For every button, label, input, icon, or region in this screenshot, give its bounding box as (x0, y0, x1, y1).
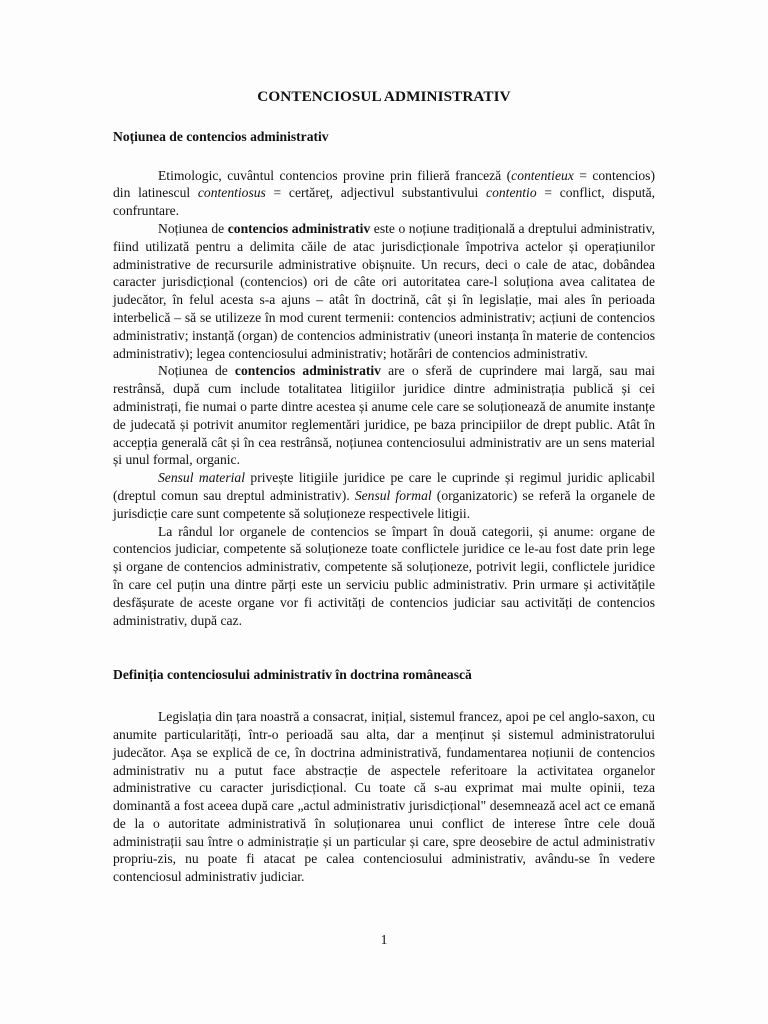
italic-term: Sensul material (158, 470, 245, 486)
text-run: La rândul lor organele de contencios se împart în două categorii, și anume: organe de contencios judiciar, competente să soluționeze toate conflictele juridice ce le-au fost date prin lege și organe de contencios administrativ, competente să soluționeze, potrivit legii, conflictele juridice în care cel puțin una dintre părți este un serviciu public administrativ. Prin urmare și activitățile desfășurate de aceste organe vor fi activități de contencios judiciar sau activități de contencios administrativ, după caz. (113, 523, 655, 628)
paragraph (113, 708, 655, 886)
page-number: 1 (380, 932, 388, 947)
text-run: Noțiunea de (158, 220, 228, 236)
document-title: CONTENCIOSUL ADMINISTRATIV (257, 88, 511, 105)
paragraph (113, 362, 655, 469)
text-run: Noțiunea de (158, 363, 235, 379)
bold-term: contencios administrativ (234, 363, 381, 379)
paragraph (113, 167, 655, 220)
italic-term: contentiosus (197, 185, 266, 201)
paragraph (113, 523, 655, 630)
paragraph (113, 220, 655, 362)
paragraph (113, 469, 655, 522)
text-run: (organizatoric) se referă la organele de jurisdicție care sunt competente să soluționeze respectivele litigii. (113, 487, 655, 521)
text-run: privește litigiile juridice pe care le cuprinde și regimul juridic aplicabil (dreptul comun sau dreptul administrativ). (113, 470, 655, 503)
italic-term: Sensul formal (354, 487, 432, 503)
document-body (113, 88, 655, 886)
text-run: Etimologic, cuvântul contencios provine prin filieră franceză ( (158, 167, 512, 183)
text-run: are o sferă de cuprindere mai largă, sau mai restrânsă, după cum include totalitatea litigiilor juridice dintre administrația publică și cei administrați, fie numai o parte dintre acestea și anume cele care se soluționează de anumite instanțe de judecată și potrivit anumitor reglementări juridice, pe baza principiilor de drept public. Atât în accepția generală cât și în cea restrânsă, noțiunea contenciosului administrativ are un sens material și unul formal, organic. (113, 363, 655, 468)
text-run: = contencios) din latinescul (113, 167, 655, 201)
text-run: este o noțiune tradițională a dreptului administrativ, fiind utilizată pentru a delimita căile de atac jurisdicționale împotriva actelor și operațiunilor administrative de recursurile administrative obișnuite. Un recurs, deci o cale de atac, dobândea caracter jurisdicțional (contencios) ori de câte ori autoritatea care-l soluționa avea calitatea de judecător, în felul acesta s-a ajuns – atât în doctrină, cât și în legislație, mai ales în perioada interbelică – să se utilizeze în mod curent termenii: contencios administrativ; acțiuni de contencios administrativ; instanță (organ) de contencios administrativ (uneori instanța în materie de contencios administrativ); legea contenciosului administrativ; hotărâri de contencios administrativ. (113, 220, 655, 361)
section-heading-notiune: Noțiunea de contencios administrativ (113, 128, 329, 144)
italic-term: contentieux (511, 167, 574, 183)
text-run: = conflict, dispută, confruntare. (113, 185, 655, 219)
bold-term: contencios administrativ (227, 220, 371, 236)
section-heading-definitie: Definiția contenciosului administrativ în doctrina românească (113, 667, 472, 683)
text-run: Legislația din țara noastră a consacrat, inițial, sistemul francez, apoi pe cel anglo-saxon, cu anumite particularități, într-o perioadă sau alta, dar a menținut și sistemul administratorului judecător. Așa se explică de ce, în doctrina administrativă, fundamentarea noțiunii de contencios administrativ nu a putut face abstracție de aspectele referitoare la activitatea organelor administrative cu caracter jurisdicțional. Cu toate că s-au exprimat mai multe opinii, teza dominantă a fost aceea după care „actul administrativ jurisdicțional" desemnează acel act ce emană de la o autoritate administrativă în soluționarea unui conflict de interese între cele două administrații sau între o administrație și un particular și care, spre deosebire de actul administrativ propriu-zis, nu poate fi atacat pe calea contenciosului administrativ, avându-se în vedere contenciosul administrativ judiciar. (113, 709, 655, 885)
italic-term: contentio (486, 185, 537, 201)
text-run: = certăreț, adjectivul substantivului (265, 185, 487, 201)
